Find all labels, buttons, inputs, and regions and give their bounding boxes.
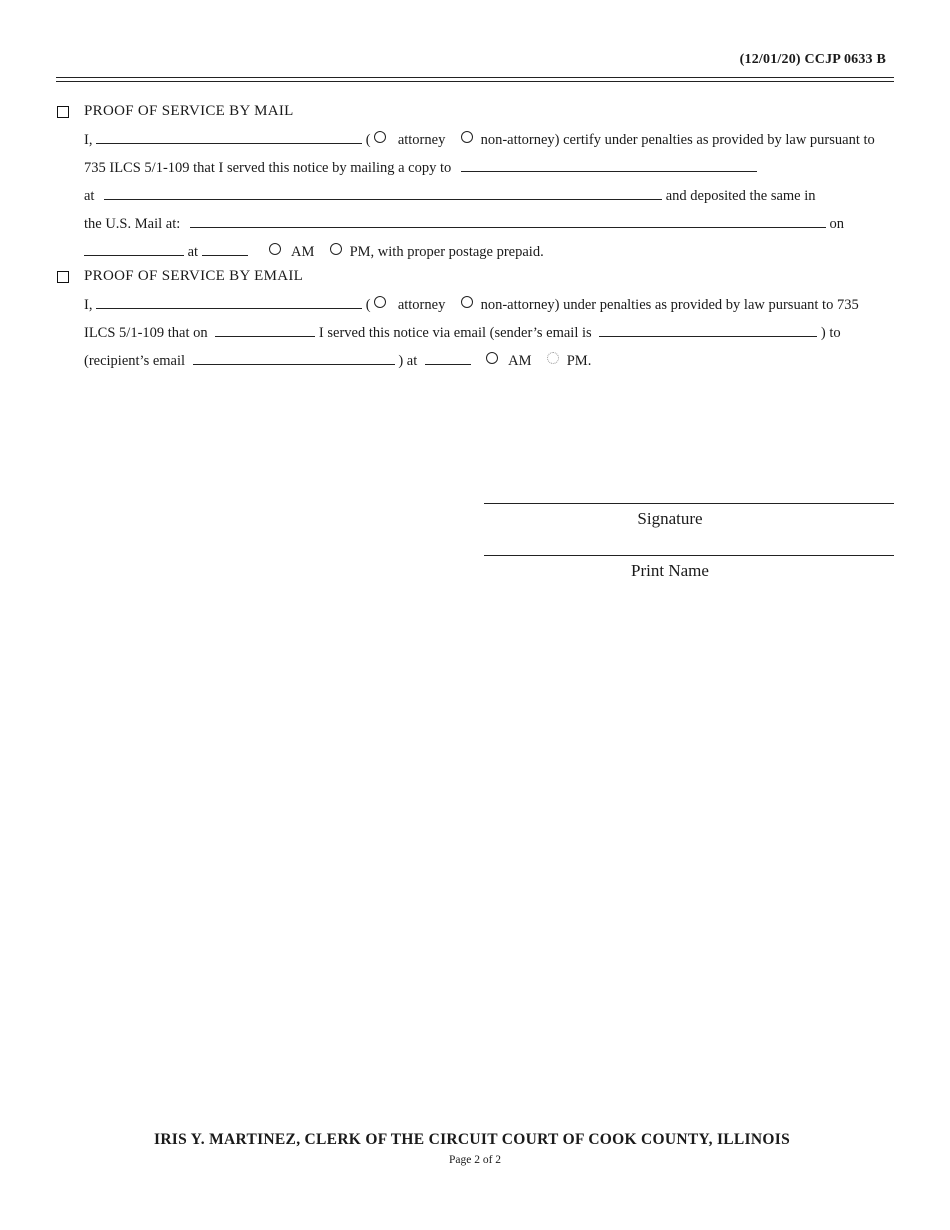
mail-line-5 bbox=[84, 243, 544, 261]
email-sender-field[interactable] bbox=[599, 324, 817, 337]
email-served-text: I served this notice via email (sender’s email is bbox=[318, 325, 592, 341]
proof-by-mail-checkbox[interactable] bbox=[57, 106, 69, 118]
mail-location-field[interactable] bbox=[190, 215, 826, 228]
signature-field[interactable] bbox=[484, 503, 894, 504]
mail-served-text: 735 ILCS 5/1-109 that I served this notice by mailing a copy to bbox=[84, 160, 452, 176]
email-non-attorney-label: non-attorney) under penalties as provided by law pursuant to 735 bbox=[480, 297, 859, 313]
email-recipient-label: (recipient’s email bbox=[84, 353, 186, 369]
mail-recipient-field[interactable] bbox=[461, 159, 757, 172]
email-non-attorney-radio[interactable] bbox=[461, 296, 473, 308]
email-line-2 bbox=[84, 324, 841, 342]
email-line-1 bbox=[84, 296, 859, 314]
mail-non-attorney-radio[interactable] bbox=[461, 131, 473, 143]
email-line-3 bbox=[84, 352, 591, 370]
mail-date-field[interactable] bbox=[84, 243, 184, 256]
mail-non-attorney-label: non-attorney) certify under penalties as provided by law pursuant to bbox=[480, 132, 875, 148]
page-number: Page 2 of 2 bbox=[448, 1154, 502, 1166]
email-i-label: I, bbox=[84, 297, 93, 313]
mail-address-field[interactable] bbox=[104, 187, 662, 200]
mail-am-radio[interactable] bbox=[269, 243, 281, 255]
email-attorney-radio[interactable] bbox=[374, 296, 386, 308]
email-am-label: AM bbox=[508, 353, 532, 369]
email-paren-open: ( bbox=[365, 297, 371, 313]
email-am-radio[interactable] bbox=[486, 352, 498, 364]
mail-time-at-label: at bbox=[187, 244, 199, 260]
signature-label: Signature bbox=[637, 509, 703, 528]
email-name-field[interactable] bbox=[96, 296, 362, 309]
proof-by-mail-heading: PROOF OF SERVICE BY MAIL bbox=[84, 103, 294, 119]
mail-on-label: on bbox=[829, 216, 845, 232]
email-time-field[interactable] bbox=[425, 352, 471, 365]
clerk-footer-title: IRIS Y. MARTINEZ, CLERK OF THE CIRCUIT COURT OF COOK COUNTY, ILLINOIS bbox=[153, 1131, 790, 1148]
mail-pm-label: PM, with proper postage prepaid. bbox=[349, 244, 544, 260]
proof-by-email-heading: PROOF OF SERVICE BY EMAIL bbox=[84, 268, 304, 284]
mail-line-2 bbox=[84, 159, 757, 177]
mail-paren-open: ( bbox=[365, 132, 371, 148]
email-recipient-field[interactable] bbox=[193, 352, 395, 365]
print-name-label: Print Name bbox=[631, 561, 709, 580]
email-attorney-label: attorney bbox=[397, 297, 446, 313]
proof-by-email-checkbox[interactable] bbox=[57, 271, 69, 283]
mail-us-mail-label: the U.S. Mail at: bbox=[84, 216, 181, 232]
email-date-field[interactable] bbox=[215, 324, 315, 337]
email-that-on-label: ILCS 5/1-109 that on bbox=[84, 325, 208, 341]
email-pm-label: PM. bbox=[566, 353, 592, 369]
header-rule-top bbox=[56, 77, 894, 78]
mail-attorney-radio[interactable] bbox=[374, 131, 386, 143]
mail-at-label: at bbox=[84, 188, 95, 204]
email-at-label: ) at bbox=[398, 353, 418, 369]
email-to-label: ) to bbox=[820, 325, 841, 341]
mail-name-field[interactable] bbox=[96, 131, 362, 144]
mail-i-label: I, bbox=[84, 132, 93, 148]
mail-am-label: AM bbox=[290, 244, 315, 260]
mail-line-1 bbox=[84, 131, 875, 149]
mail-deposited-text: and deposited the same in bbox=[665, 188, 816, 204]
mail-line-4 bbox=[84, 215, 844, 233]
mail-pm-radio[interactable] bbox=[330, 243, 342, 255]
mail-attorney-label: attorney bbox=[397, 132, 446, 148]
print-name-field[interactable] bbox=[484, 555, 894, 556]
header-rule-bottom bbox=[56, 81, 894, 82]
mail-line-3 bbox=[84, 187, 816, 205]
mail-time-field[interactable] bbox=[202, 243, 248, 256]
email-pm-radio[interactable] bbox=[547, 352, 559, 364]
form-id: (12/01/20) CCJP 0633 B bbox=[739, 52, 886, 67]
